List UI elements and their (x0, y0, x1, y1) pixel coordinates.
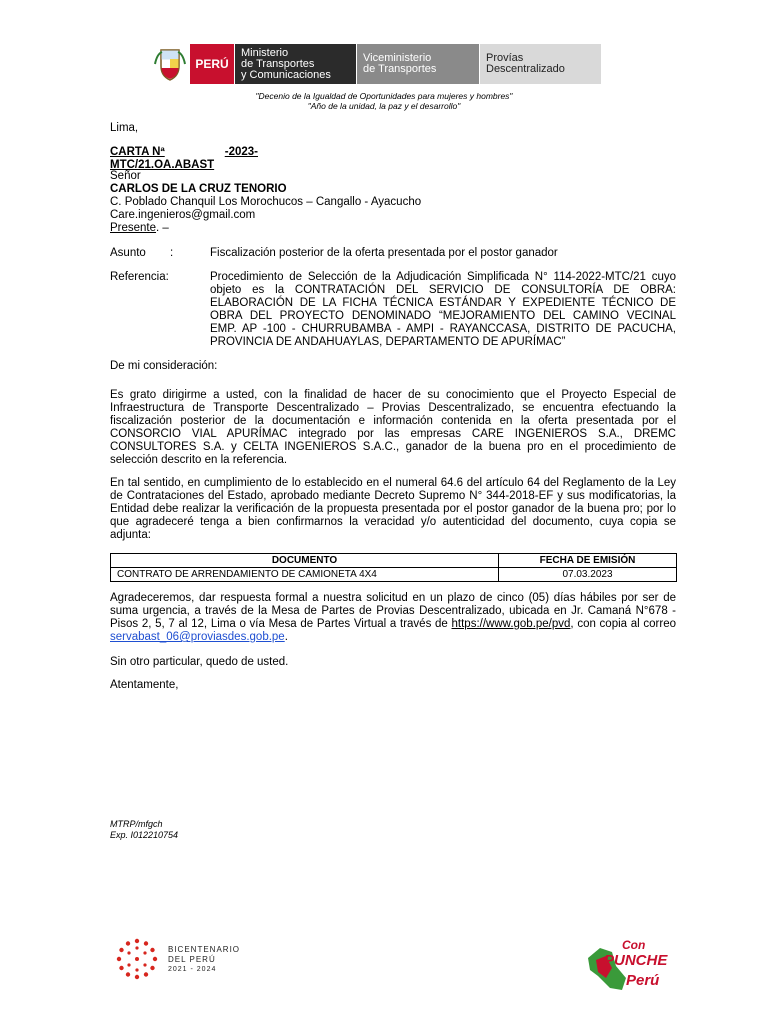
recipient-address: C. Poblado Chanquil Los Morochucos – Cangallo - Ayacucho (110, 196, 422, 208)
header-logos (150, 44, 601, 84)
table-row (111, 568, 677, 582)
asunto-colon: : (170, 247, 174, 259)
ministry-line-2: de Transportes (241, 57, 315, 70)
document-table (110, 553, 677, 582)
motto (0, 91, 768, 111)
table-cell-documento: CONTRATO DE ARRENDAMIENTO DE CAMIONETA 4X4 (111, 568, 499, 582)
provias-line-1: Provías (486, 52, 524, 64)
bicentenario-line-2: DEL PERÚ (168, 955, 216, 964)
salutation: Señor (110, 170, 141, 182)
table-header-row (111, 554, 677, 568)
gob-pe-link[interactable]: https://www.gob.pe/pvd (451, 618, 571, 630)
initials-ref: MTRP/mfgch (110, 819, 163, 829)
coat-of-arms-icon (150, 44, 190, 84)
para2-line: adjunta: (110, 529, 151, 541)
referencia-label: Referencia: (110, 271, 169, 283)
referencia-line: Procedimiento de Selección de la Adjudicación Simplificada N° 114-2022-MTC/21 cuyo (210, 271, 676, 283)
motto-line-2: "Año de la unidad, la paz y el desarrollo" (307, 101, 461, 111)
con-punche-peru-logo (582, 938, 682, 998)
motto-line-1: "Decenio de la Igualdad de Oportunidades para mujeres y hombres" (255, 91, 513, 101)
greeting: De mi consideración: (110, 360, 218, 372)
referencia-text (210, 271, 676, 349)
para2-line: que agradeceré tenga a bien confirmarnos la veracidad y/o autenticidad del documento, cuya copia se (110, 516, 676, 528)
table-cell-fecha: 07.03.2023 (499, 568, 677, 582)
para3-line: suma urgencia, a través de la Mesa de Partes de Provias Descentralizado, ubicada en Jr. Camaná N°678 - (110, 605, 676, 617)
place-date: Lima, (110, 122, 139, 134)
referencia-line: PROVINCIA DE ANDAHUAYLAS, DEPARTAMENTO DE APURÍMAC” (210, 336, 566, 348)
bicentenario-logo (112, 935, 242, 985)
para2-line: En tal sentido, en cumplimiento de lo establecido en el numeral 64.6 del artículo 64 del Reglamento de la Ley (110, 477, 676, 489)
para2-line: de Contrataciones del Estado, aprobado mediante Decreto Supremo N° 344-2018-EF y sus modificatorias, la (110, 490, 676, 502)
para1-line: fiscalización posterior de la documentación e información contenida en la oferta presentada por el (110, 415, 676, 427)
vice-line-1: Viceministerio (363, 52, 432, 64)
carta-number: -2023-MTC/21.OA.ABAST (110, 146, 258, 171)
farewell: Atentamente, (110, 679, 179, 691)
referencia-line: EMP. AP -100 - CHURRUBAMBA - AMPI - RAYANCCASA, DISTRITO DE PACUCHA, (210, 323, 676, 335)
table-header-documento: DOCUMENTO (111, 554, 499, 568)
carta-heading (110, 146, 362, 172)
presente (110, 222, 169, 235)
para1-line: CONSORCIO VIAL APURÍMAC integrado por las empresas CARE INGENIEROS S.A., DREMC (110, 428, 676, 440)
asunto-label: Asunto (110, 247, 146, 259)
bicentenario-line-1: BICENTENARIO (168, 945, 241, 954)
para3-line-3 (110, 618, 676, 631)
table-header-fecha: FECHA DE EMISIÓN (499, 554, 677, 568)
bicentenario-line-3: 2021 - 2024 (168, 966, 217, 973)
paragraph-1 (110, 389, 676, 467)
ministry-line-3: y Comunicaciones (241, 68, 331, 81)
recipient-name: CARLOS DE LA CRUZ TENORIO (110, 183, 287, 195)
para1-line: selección descrito en la referencia. (110, 454, 288, 466)
para3-line3-post: , con copia al correo (570, 618, 676, 630)
recipient-email: Care.ingenieros@gmail.com (110, 209, 256, 221)
peru-brand-block: PERÚ (190, 44, 234, 84)
provias-line-2: Descentralizado (486, 63, 565, 75)
para3-line3-text: Pisos 2, 5, 7 al 12, Lima o vía Mesa de Partes Virtual a través de (110, 618, 452, 630)
email-link[interactable]: servabast_06@proviasdes.gob.pe (110, 631, 285, 643)
campaign-peru: Perú (626, 972, 660, 989)
bicentenario-emblem-icon (112, 935, 162, 985)
para1-line: Es grato dirigirme a usted, con la finalidad de hacer de su conocimiento que el Proyecto Especial de (110, 389, 676, 401)
ministry-line-1: Ministerio (241, 46, 289, 59)
closing-line: Sin otro particular, quedo de usted. (110, 656, 289, 668)
para2-line: Entidad debe realizar la verificación de la propuesta presentada por el postor ganador de la buena pro; por lo (110, 503, 676, 515)
campaign-punche: PUNCHE (604, 952, 668, 969)
referencia-line: objeto es la CONTRATACIÓN DEL SERVICIO DE CONSULTORÍA DE OBRA: (210, 284, 676, 296)
para1-line: CONSULTORES S.A. y CELTA INGENIEROS S.A.C., ganador de la buena pro en el procedimiento de (110, 441, 676, 453)
para1-line: Infraestructura de Transporte Descentralizado – Provias Descentralizado, se encuentra efectuando la (110, 402, 676, 414)
paragraph-3 (110, 592, 676, 644)
paragraph-2 (110, 477, 676, 542)
para3-line: Agradeceremos, dar respuesta formal a nuestra solicitud en un plazo de cinco (05) días hábiles por ser de (110, 592, 676, 604)
carta-label: CARTA Nª (110, 146, 165, 158)
vice-line-2: de Transportes (363, 63, 437, 75)
campaign-con: Con (622, 938, 646, 952)
referencia-line: OBRA DEL PROYECTO DENOMINADO “MEJORAMIENTO DEL CAMINO VECINAL (210, 310, 676, 322)
viceministry-block (356, 44, 479, 84)
provias-block (479, 44, 601, 84)
ministry-block (234, 44, 356, 84)
presente-word: Presente (110, 222, 157, 234)
presente-suffix: . – (156, 222, 169, 234)
para3-end: . (284, 631, 288, 643)
referencia-line: ELABORACIÓN DE LA FICHA TÉCNICA ESTÁNDAR Y EXPEDIENTE TÉCNICO DE (210, 297, 676, 309)
expediente-ref: Exp. I012210754 (110, 830, 179, 840)
asunto-text: Fiscalización posterior de la oferta presentada por el postor ganador (210, 247, 558, 259)
